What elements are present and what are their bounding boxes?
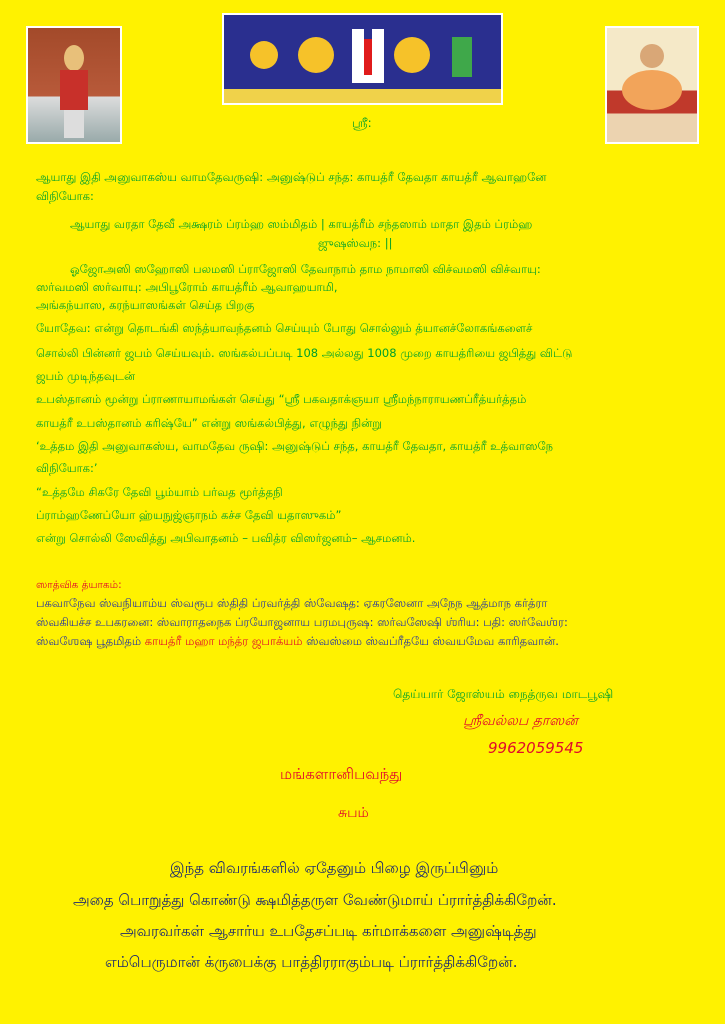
body-line-15: “உத்தமே சிகரே தேவி பூம்யாம் பர்வத மூர்த்தநி [36,485,283,499]
tyagam-line-3 [36,634,559,650]
body-line-2: விநியோக: [36,189,94,203]
mangalam-text: மங்களானிபவந்து [280,765,403,783]
deity-idol-icon [28,28,120,142]
deity-photo-left [26,26,122,144]
body-line-5: ஓஜோஅஸி ஸஹோஸி பலமஸி ப்ராஜோஸி தேவாநாம் தாம நாமாஸி விச்வமஸி விச்வாயு: [70,262,541,276]
thiruman-namam-icon [224,15,501,103]
body-line-16: ப்ராம்ஹணேப்யோ ஹ்யநுஜ்ஞாநம் கச்ச தேவி யதாஸுகம்” [36,508,342,522]
body-line-6: ஸர்வமஸி ஸர்வாயு: அபிபூரோம் காயத்ரீம் ஆவாஹயாமி, [36,280,338,294]
tyagam-line-3-a: ஸ்வஶேஷ பூதமிதம் [36,634,142,648]
tyagam-line-1: பகவாநேவ ஸ்வநியாம்ய ஸ்வரூப ஸ்திதி ப்ரவர்த்தி ஸ்வேஷத: ஏகரஸேனா அநேந ஆத்மாந கர்த்ரா [36,596,548,610]
body-line-13: ‘உத்தம இதி அனுவாகஸ்ய, வாமதேவ ருஷி: அனுஷ்டுப் சந்த, காயத்ரீ தேவதா, காயத்ரீ உத்வாஸநே [36,439,554,453]
acharya-figure-icon [607,28,697,142]
body-line-10: ஜபம் முடிந்தவுடன் [36,369,136,383]
signature-phone: 9962059545 [488,739,584,757]
body-line-7: அங்கந்யாஸ, கரந்யாஸங்கள் செய்த பிறகு [36,298,255,312]
body-line-1: ஆயாது இதி அனுவாகஸ்ய வாமதேவருஷி: அனுஷ்டுப் சந்த: காயத்ரீ தேவதா காயத்ரீ ஆவாஹனே [36,170,547,184]
body-line-11: உபஸ்தானம் மூன்று ப்ராணாயாமங்கள் செய்து “ஸ்ரீ பகவதாக்ஞயா ஸ்ரீமந்நாராயணப்ரீத்யர்த்தம் [36,392,527,406]
subham-text: சுபம் [338,805,369,821]
tyagam-line-2: ஸ்வகியச்ச உபகரனை: ஸ்வாராதநைக ப்ரயோஜனாய பரமபுருஷ: ஸர்வஸேஷி ஶ்ரிய: பதி: ஸர்வேஶ்ர: [36,615,568,629]
body-line-4: ஜுஷஸ்வந: || [318,236,393,250]
tyagam-line-3-b: காயத்ரீ மஹா மந்த்ர ஜபாக்யம் [144,634,303,648]
body-line-3: ஆயாது வரதா தேவீ அக்ஷரம் ப்ரம்ஹ ஸம்மிதம் | காயத்ரீம் சந்தஸாம் மாதா இதம் ப்ரம்ஹ [70,217,533,231]
tyagam-heading: ஸாத்விக த்யாகம்: [36,579,122,591]
body-line-9: சொல்லி பின்னர் ஜபம் செய்யவும். ஸங்கல்பப்படி 108 அல்லது 1008 முறை காயத்ரியை ஜபித்து விட்டு [36,346,573,360]
body-line-12: காயத்ரீ உபஸ்தானம் கரிஷ்யே” என்று ஸங்கல்பித்து, எழுந்து நின்று [36,416,382,430]
body-line-14: விநியோக:’ [36,461,98,475]
signature-name: ஸ்ரீவல்லப தாஸன் [463,713,578,729]
body-line-17: என்று சொல்லி ஸேவித்து அபிவாதனம் – பவித்ர விஸர்ஜனம்– ஆசமனம். [36,531,416,545]
vaishnava-symbols-banner [222,13,503,105]
tyagam-line-3-c: ஸ்வஸ்மை ஸ்வப்ரீதயே ஸ்வயமேவ காரிதவான். [306,634,559,648]
closing-line-4: எம்பெருமான் க்ருபைக்கு பாத்திரராகும்படி ப்ரார்த்திக்கிறேன். [105,953,518,971]
closing-line-1: இந்த விவரங்களில் ஏதேனும் பிழை இருப்பினும் [170,859,499,877]
closing-line-3: அவரவர்கள் ஆசார்ய உபதேசப்படி கர்மாக்களை அனுஷ்டித்து [120,922,537,940]
signature-title: தெய்யார் ஜோஸ்யம் நைத்ருவ மாடபூஷி [393,687,614,701]
closing-line-2: அதை பொறுத்து கொண்டு க்ஷமித்தருள வேண்டுமாய் ப்ரார்த்திக்கிறேன். [73,891,557,909]
sri-heading: ஸ்ரீ: [352,116,372,130]
acharya-photo-right [605,26,699,144]
body-line-8: யோதேவ: என்று தொடங்கி ஸந்த்யாவந்தனம் செய்யும் போது சொல்லும் த்யானச்லோகங்களைச் [36,321,533,335]
